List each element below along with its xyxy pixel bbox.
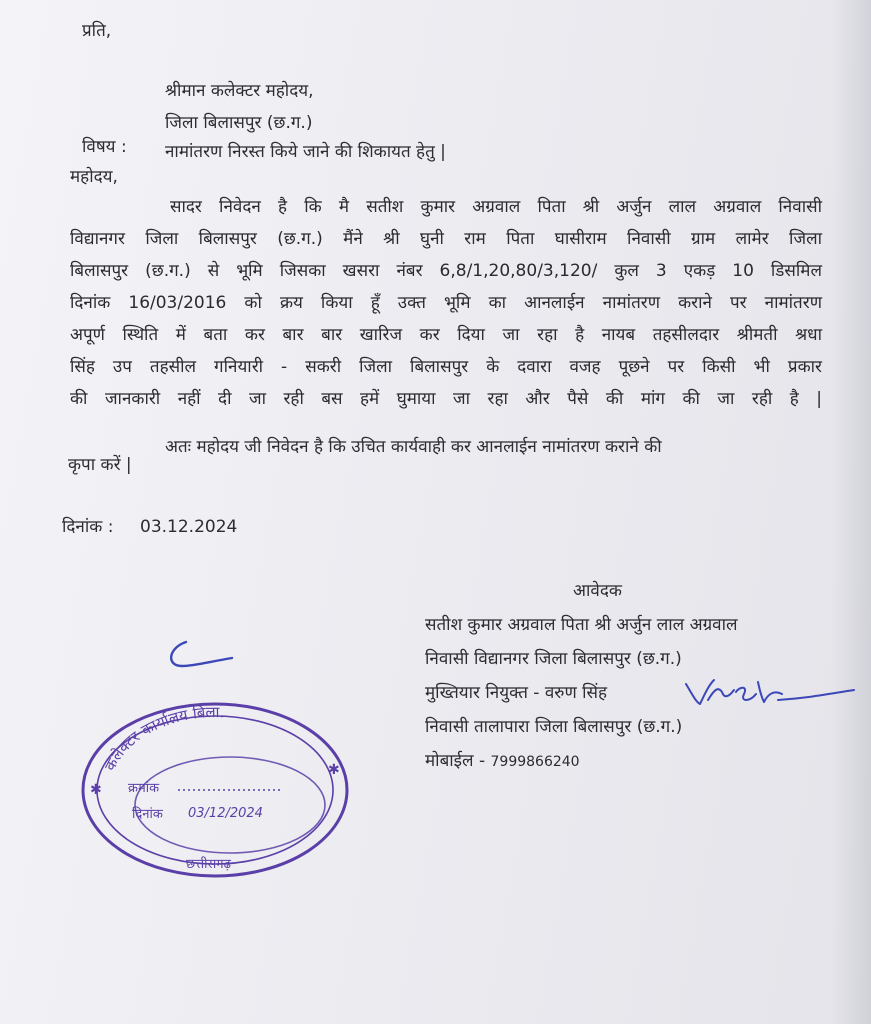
stamp-number-label: क्रमांक <box>128 781 160 796</box>
applicant-heading: आवेदक <box>573 581 622 601</box>
body-paragraph-2-line-2: कृपा करें | <box>68 455 132 475</box>
body-line: की जानकारी नहीं दी जा रही बस हमें घुमाया जा रहा और पैसे की मांग की जा रही है | <box>70 389 822 409</box>
stamp-top-text: कलेक्टर कार्यालय बिला. <box>100 703 226 774</box>
stamp-date-label: दिनांक <box>132 807 163 822</box>
date-value: 03.12.2024 <box>140 517 238 537</box>
stamp-date-handwritten: 03/12/2024 <box>188 806 263 821</box>
body-line: अपूर्ण स्थिति में बता कर बार बार खारिज कर दिया जा रहा है नायब तहसीलदार श्रीमती श्रधा <box>70 325 822 345</box>
greeting: महोदय, <box>70 167 118 187</box>
salutation-to: प्रति, <box>82 21 112 41</box>
body-line: सादर निवेदन है कि मै सतीश कुमार अग्रवाल पिता श्री अर्जुन लाल अग्रवाल निवासी <box>170 197 822 217</box>
body-line: दिनांक 16/03/2016 को क्रय किया हूँ उक्त भूमि का आनलाईन नामांतरण कराने पर नामांतरण <box>70 293 822 313</box>
recipient-line-1: श्रीमान कलेक्टर महोदय, <box>165 81 314 101</box>
body-paragraph-1 <box>70 191 822 415</box>
applicant-line-1: सतीश कुमार अग्रवाल पिता श्री अर्जुन लाल अग्रवाल <box>425 615 738 635</box>
signature-varun <box>678 672 858 714</box>
office-stamp <box>70 690 360 880</box>
mobile-label: मोबाईल - <box>425 751 486 771</box>
body-line: सिंह उप तहसील गनियारी - सकरी जिला बिलासपुर के दवारा वजह पूछने पर किसी भी प्रकार <box>70 357 822 377</box>
recipient-line-2: जिला बिलासपुर (छ.ग.) <box>165 113 313 133</box>
applicant-line-2: निवासी विद्यानगर जिला बिलासपुर (छ.ग.) <box>425 649 682 669</box>
body-paragraph-2-line-1: अतः महोदय जी निवेदन है कि उचित कार्यवाही कर आनलाईन नामांतरण कराने की <box>165 437 662 457</box>
body-line: विद्यानगर जिला बिलासपुर (छ.ग.) मैंने श्री घुनी राम पिता घासीराम निवासी ग्राम लामेर जिला <box>70 229 822 249</box>
mobile-number: 7999866240 <box>490 754 580 770</box>
stamp-bottom-text: छत्तीसगढ़ <box>186 857 231 872</box>
body-line: बिलासपुर (छ.ग.) से भूमि जिसका खसरा नंबर 6,8/1,20,80/3,120/ कुल 3 एकड़ 10 डिसमिल <box>70 261 822 281</box>
stamp-star-icon: ✱ <box>90 782 102 798</box>
applicant-line-3: मुख्तियार नियुक्त - वरुण सिंह <box>425 683 608 703</box>
subject-text: नामांतरण निरस्त किये जाने की शिकायत हेतु | <box>165 142 446 162</box>
handwritten-c-mark <box>160 632 250 682</box>
applicant-line-4: निवासी तालापारा जिला बिलासपुर (छ.ग.) <box>425 717 683 737</box>
date-label: दिनांक : <box>62 517 114 537</box>
stamp-star-icon: ✱ <box>328 762 340 778</box>
subject-label: विषय : <box>82 137 127 157</box>
paper-edge-shadow <box>831 0 871 1024</box>
applicant-mobile <box>425 750 580 773</box>
